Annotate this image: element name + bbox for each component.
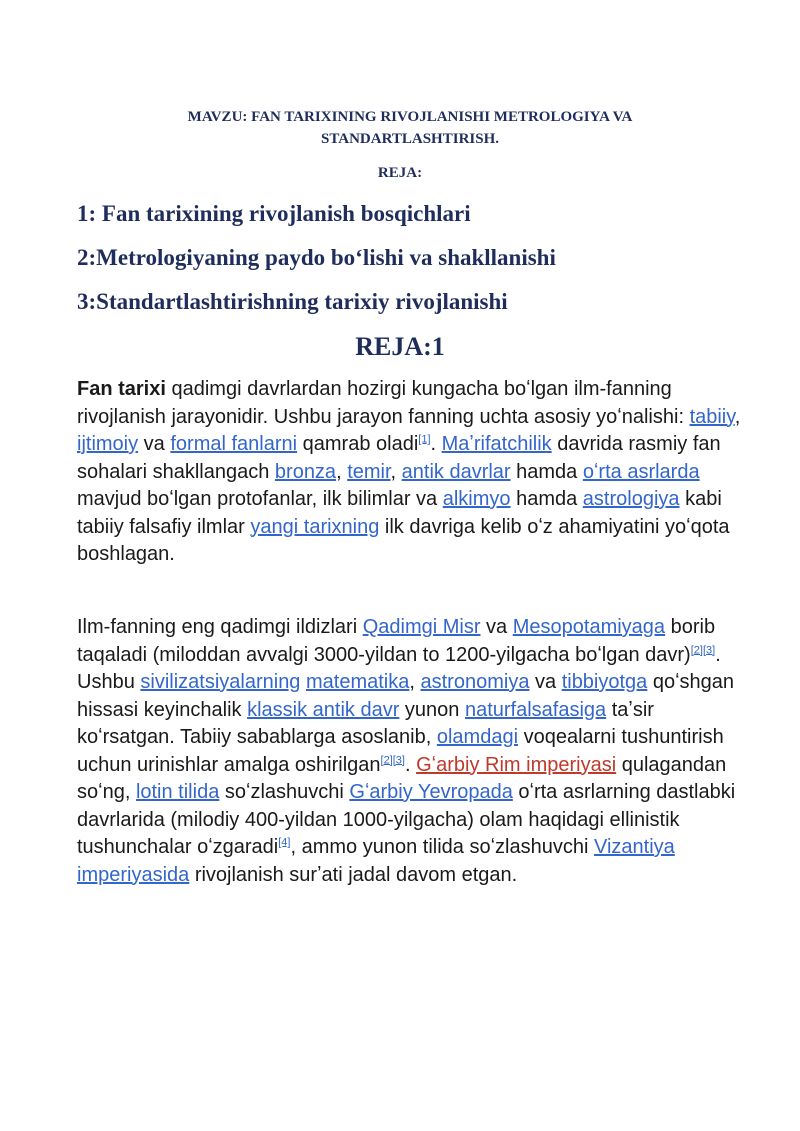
text: oʻrta asrlarning dastlabki davrlarida (milodiy 400-yildan 1000-yilgacha) olam haqidagi ellinistik tushunchalar oʻzgaradi <box>77 781 736 858</box>
plan-item-2 <box>77 243 777 273</box>
link-antik-davrlar[interactable]: antik davrlar <box>401 460 511 483</box>
plan-item-number: 1: <box>77 201 97 226</box>
text: ilk davriga kelib oʻz ahamiyatini yoʻqota boshlagan. <box>77 515 730 565</box>
text: Ilm-fanning eng qadimgi ildizlari <box>77 616 363 638</box>
text: kabi tabiiy falsafiy ilmlar <box>77 488 722 538</box>
text: qoʻshgan hissasi keyinchalik <box>77 671 735 721</box>
text: yunon <box>399 698 465 721</box>
text: rivojlanish surʼati jadal davom etgan. <box>189 863 518 886</box>
text: va <box>480 616 513 638</box>
term-fan-tarixi: Fan tarixi <box>77 378 166 400</box>
link-temir[interactable]: temir <box>347 460 391 483</box>
plan-label: REJA: <box>377 165 423 181</box>
text: , ammo yunon tilida soʻzlashuvchi <box>290 836 594 858</box>
link-vizantiya-imperiyasi[interactable]: Vizantiya imperiyasida <box>77 836 675 886</box>
link-bronza[interactable]: bronza <box>274 460 337 483</box>
ref-2-3-b[interactable]: [2][3] <box>380 753 405 766</box>
text: . Ushbu <box>77 643 721 693</box>
link-klassik-antik-davr[interactable]: klassik antik davr <box>247 698 400 721</box>
link-lotin-tili[interactable]: lotin tilida <box>135 781 220 803</box>
text: hamda <box>510 460 583 483</box>
plan-item-number: 3: <box>77 289 97 314</box>
ref-4[interactable]: [4] <box>278 836 291 849</box>
text: mavjud boʻlgan protofanlar, ilk bilimlar va <box>77 488 443 510</box>
text: , <box>390 460 402 483</box>
text: va <box>138 433 171 455</box>
link-garbiy-yevropa[interactable]: Gʻarbiy Yevropada <box>349 781 513 803</box>
plan-item-text: Fan tarixining rivojlanish bosqichlari <box>96 201 471 226</box>
text: borib taqaladi (miloddan avvalgi 3000-yildan to 1200-yilgacha boʻlgan davr) <box>77 616 716 666</box>
link-orta-asrlar[interactable]: oʻrta asrlarda <box>582 460 700 483</box>
paragraph-2 <box>77 614 747 889</box>
link-alkimyo[interactable]: alkimyo <box>442 488 511 510</box>
text: qadimgi davrlardan hozirgi kungacha boʻlgan ilm-fanning rivojlanish jarayonidir. Ushbu jarayon fanning uchta asosiy yoʻnalishi: <box>77 378 690 428</box>
title-line-2: STANDARTLASHTIRISH. <box>321 131 499 147</box>
text: davrida rasmiy fan sohalari shakllangach <box>77 433 721 483</box>
plan-item-number: 2: <box>77 245 97 270</box>
link-mesopotamiya[interactable]: Mesopotamiyaga <box>512 616 666 638</box>
link-tabiiy[interactable]: tabiiy <box>689 405 735 428</box>
link-olam[interactable]: olamdagi <box>436 726 519 748</box>
text: . <box>404 753 417 776</box>
section-title: REJA:1 <box>355 332 445 361</box>
text: , <box>336 460 348 483</box>
link-yangi-tarix[interactable]: yangi tarixning <box>250 515 380 538</box>
link-ijtimoiy[interactable]: ijtimoiy <box>77 433 139 455</box>
plan-item-text: Metrologiyaning paydo boʻlishi va shakllanishi <box>96 245 556 270</box>
link-sivilizatsiyalar[interactable]: sivilizatsiyalarning <box>140 671 301 693</box>
text: , <box>734 405 741 428</box>
plan-item-text: Standartlashtirishning tarixiy rivojlanishi <box>96 289 508 314</box>
link-matematika[interactable]: matematika <box>306 671 410 693</box>
text: soʻzlashuvchi <box>219 781 350 803</box>
link-formal-fanlar[interactable]: formal fanlarni <box>170 433 298 455</box>
link-astronomiya[interactable]: astronomiya <box>420 671 530 693</box>
plan-item-1 <box>77 199 777 229</box>
link-marifatchilik[interactable]: Maʼrifatchilik <box>441 433 552 455</box>
title-line-1: MAVZU: FAN TARIXINING RIVOJLANISHI METROLOGIYA VA <box>187 109 633 125</box>
document-title <box>100 106 720 150</box>
plan-item-3 <box>77 287 777 317</box>
link-astrologiya[interactable]: astrologiya <box>582 488 680 510</box>
ref-2-3[interactable]: [2][3] <box>690 643 716 656</box>
text: . <box>430 433 442 455</box>
link-tibbiyot[interactable]: tibbiyotga <box>561 671 648 693</box>
text: taʼsir koʻrsatgan. Tabiiy sabablarga asoslanib, <box>77 698 654 748</box>
paragraph-1 <box>77 376 747 569</box>
text: qulagandan soʻng, <box>77 753 727 803</box>
text: voqealarni tushuntirish uchun urinishlar amalga oshirilgan <box>77 726 724 776</box>
text: , <box>409 671 421 693</box>
link-naturfalsafa[interactable]: naturfalsafasiga <box>464 698 607 721</box>
text: qamrab oladi <box>297 433 419 455</box>
link-garbiy-rim-imperiyasi[interactable]: Gʻarbiy Rim imperiyasi <box>416 753 617 776</box>
text: va <box>529 671 562 693</box>
link-qadimgi-misr[interactable]: Qadimgi Misr <box>362 616 481 638</box>
text: hamda <box>510 488 583 510</box>
ref-1[interactable]: [1] <box>418 433 431 446</box>
